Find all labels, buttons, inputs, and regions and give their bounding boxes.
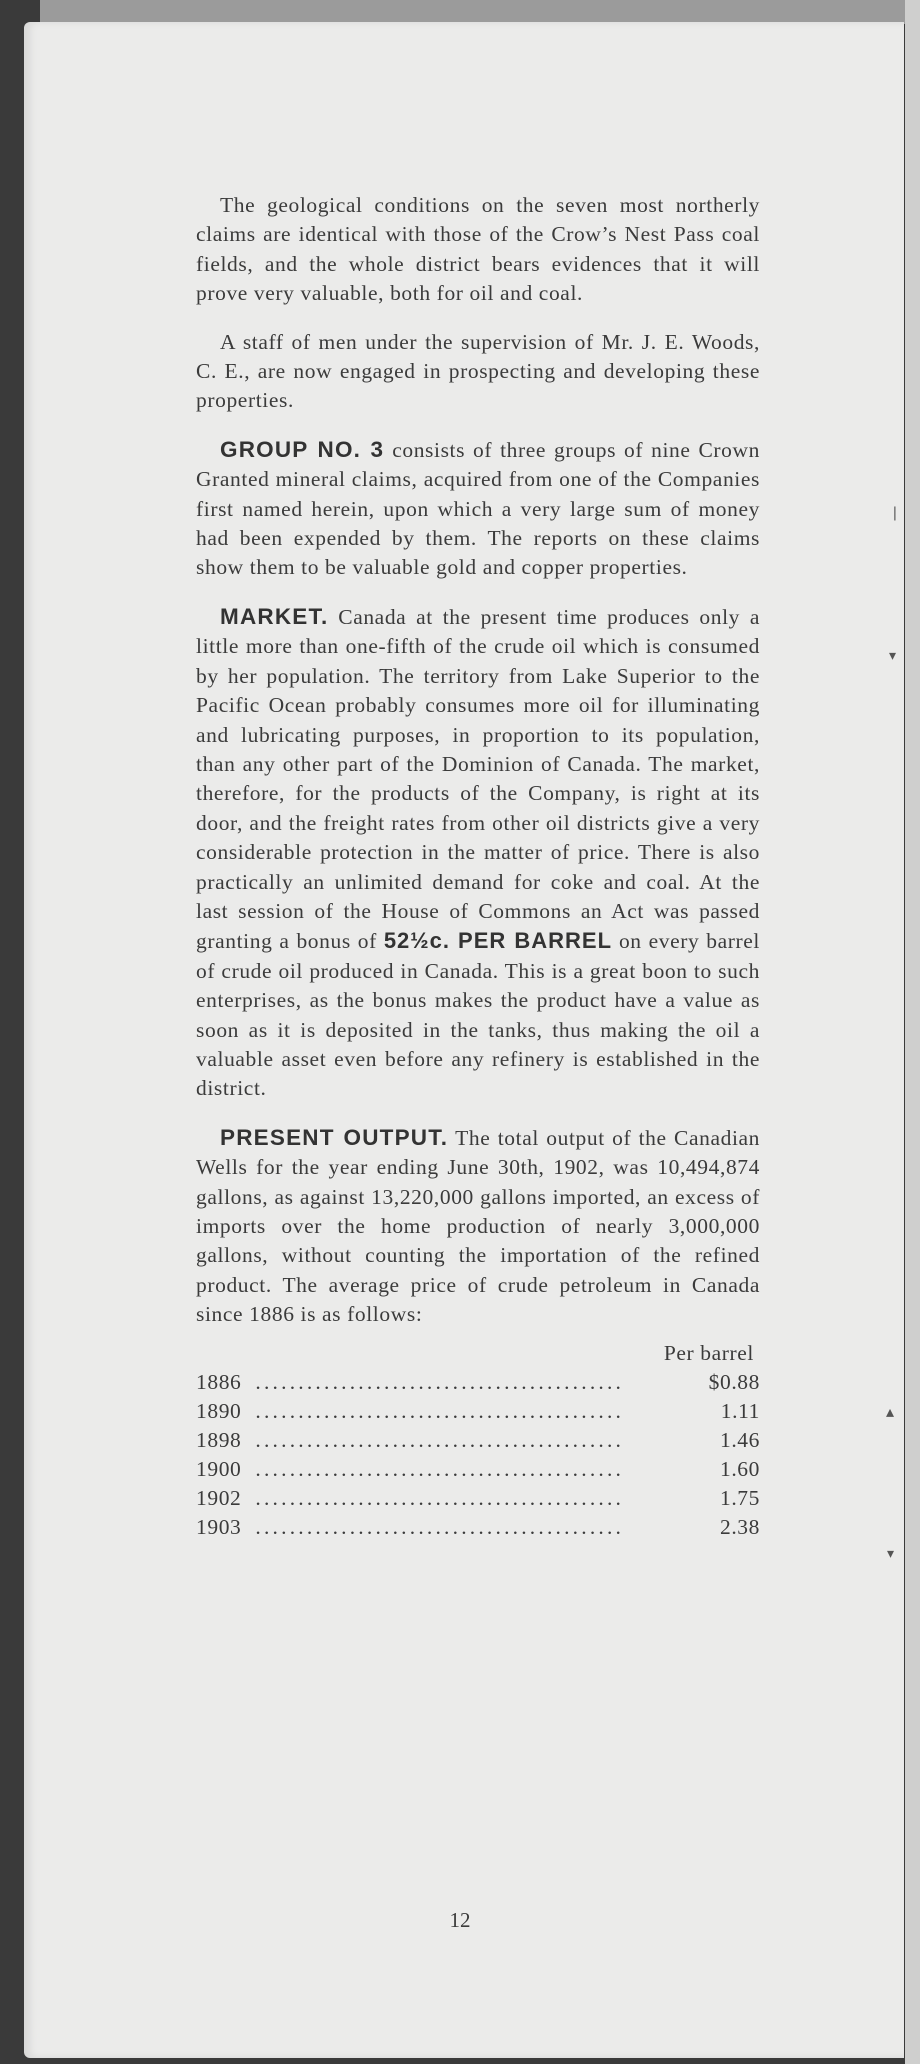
price-row (196, 1513, 760, 1542)
paragraph-text: A staff of men under the supervision of Mr. J. E. Woods, C. E., are now engaged in prospecting and developing these properties. (196, 329, 760, 413)
price-value: 1.60 (719, 1456, 760, 1481)
paragraph-staff (196, 328, 760, 416)
dot-leader: ........................................... (255, 1514, 625, 1539)
margin-mark: ❘ (889, 505, 901, 521)
price-value: $0.88 (708, 1369, 760, 1394)
paragraph-market (196, 602, 760, 1104)
price-year: 1890 (196, 1398, 242, 1423)
price-value: 1.46 (719, 1427, 760, 1452)
section-heading: MARKET. (220, 603, 329, 629)
price-row (196, 1368, 760, 1397)
price-value: 1.11 (720, 1398, 760, 1423)
price-table-header: Per barrel (663, 1340, 754, 1365)
section-heading: GROUP NO. 3 (220, 436, 385, 462)
paragraph-geology (196, 191, 760, 309)
paragraph-text: consists of three groups of nine Crown Granted mineral claims, acquired from one of the Companies first named herein, upon which a very large sum of money had been expended by them. The reports on these claims show them to be valuable gold and copper properties. (196, 437, 760, 580)
price-row (196, 1484, 760, 1513)
price-table (196, 1339, 760, 1542)
price-row (196, 1426, 760, 1455)
price-value: 2.38 (719, 1514, 760, 1539)
price-year: 1900 (196, 1456, 242, 1481)
margin-mark: ▾ (887, 1546, 895, 1562)
price-year: 1898 (196, 1427, 242, 1452)
dot-leader: ........................................... (255, 1369, 625, 1394)
paragraph-text: The total output of the Canadian Wells for the year ending June 30th, 1902, was 10,494,874 gallons, as against 13,220,000 gallons imported, an excess of imports over the home production of nearly 3,000,000 gallons, without counting the importation of the refined product. The average price of crude petroleum in Canada since 1886 is as follows: (196, 1125, 761, 1327)
paragraph-text: Canada at the present time produces only a little more than one-fifth of the crude oil which is consumed by her population. The territory from Lake Superior to the Pacific Ocean probably consumes more oil for illuminating and lubricating purposes, in proportion to its population, than any other part of the Dominion of Canada. The market, therefore, for the products of the Company, is right at its door, and the freight rates from other oil districts give a very considerable protection in the matter of price. There is also practically an unlimited demand for coke and coal. At the last session of the House of Commons an Act was passed granting a bonus of (196, 604, 760, 954)
bonus-phrase: 52½c. PER BARREL (383, 928, 613, 954)
dot-leader: ........................................... (255, 1427, 625, 1452)
dot-leader: ........................................... (255, 1398, 625, 1423)
paragraph-text: The geological conditions on the seven most northerly claims are identical with those of the Crow’s Nest Pass coal fields, and the whole district bears evidences that it will prove very valuable, both for oil and coal. (196, 193, 760, 306)
page-body (196, 191, 760, 1542)
price-row (196, 1455, 760, 1484)
price-year: 1902 (196, 1485, 242, 1510)
paragraph-present-output (196, 1123, 760, 1330)
price-row (196, 1397, 760, 1426)
paragraph-text: on every barrel of crude oil produced in Canada. This is a great boon to such enterprises, as the bonus makes the product have a value as soon as it is deposited in the tanks, thus making the oil a valuable asset even before any refinery is established in the district. (196, 929, 760, 1101)
margin-mark: ▾ (889, 648, 897, 664)
price-year: 1886 (196, 1369, 242, 1394)
price-value: 1.75 (719, 1485, 760, 1510)
scan-backdrop (40, 0, 920, 24)
section-heading: PRESENT OUTPUT. (220, 1124, 449, 1150)
dot-leader: ........................................... (255, 1485, 625, 1510)
page-edge (905, 0, 920, 2064)
price-year: 1903 (196, 1514, 242, 1539)
dot-leader: ........................................... (255, 1456, 625, 1481)
paragraph-group-3 (196, 435, 760, 583)
page-number: 12 (449, 1908, 471, 1932)
margin-mark: ▴ (886, 1402, 895, 1421)
